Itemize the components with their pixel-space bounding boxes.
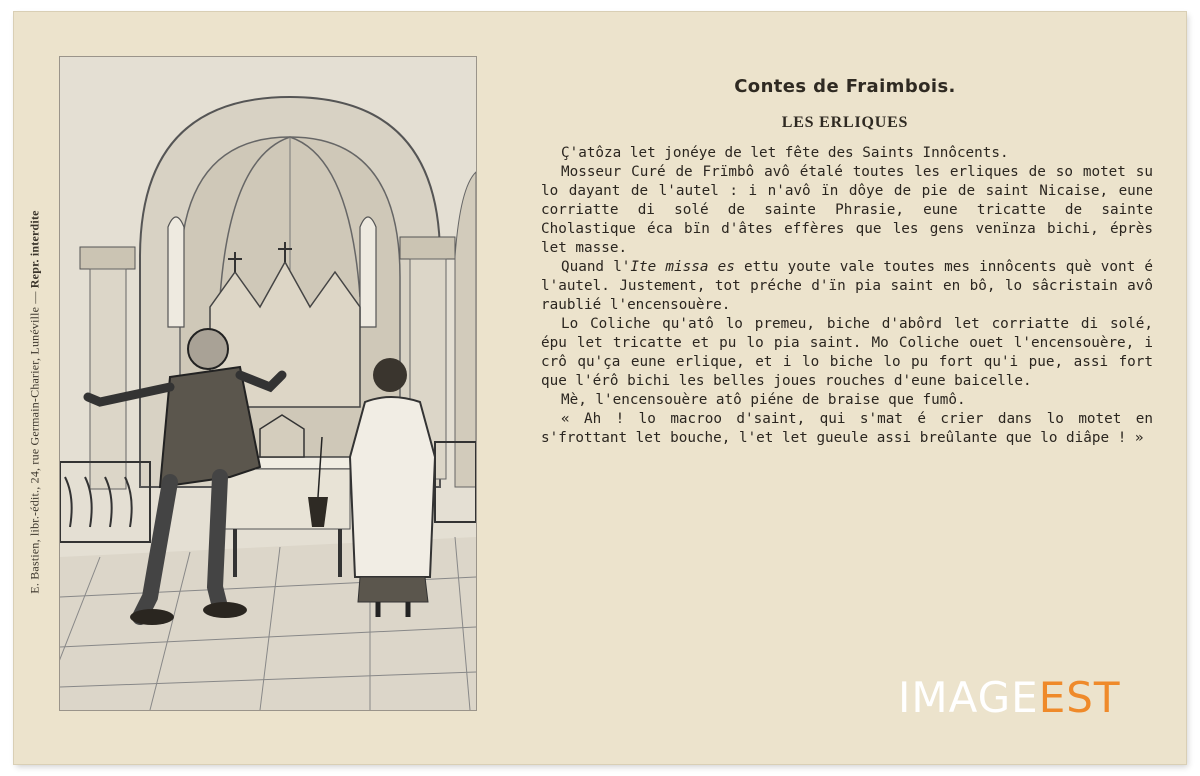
illustration-drawing <box>60 57 476 710</box>
story-collection-title: Contes de Fraimbois. <box>734 76 956 97</box>
story-paragraph-4: Lo Coliche qu'atô lo premeu, biche d'abôrd let corriatte di solé, épu let tricatte et pu lo pia saint. Mo Coliche ouet l'encensouère, i crô qu'ça eune erlique, et i lo biche lo pu fort qu'i pue, assi fort que l'érô bichi les belles joues rouches d'eune baicelle. <box>541 316 1153 389</box>
story-paragraph-1: Ç'atôza let jonéye de let fête des Saints Innôcents. <box>561 145 1009 161</box>
church-illustration <box>59 56 477 711</box>
story-paragraph-5: Mè, l'encensouère atô piéne de braise que fumô. <box>561 392 966 408</box>
story-text <box>541 144 1153 448</box>
watermark-est: EST <box>1038 673 1121 722</box>
watermark-image: IMAGE <box>898 673 1039 722</box>
story-title: LES ERLIQUES <box>781 114 909 131</box>
imprint-address: Bastien, libr.-édit., 24, rue Germain-Charier, Lunéville — <box>27 288 42 583</box>
p3-start: Quand l' <box>561 259 631 275</box>
imprint-notice: Repr. interdite <box>27 210 42 289</box>
latin-phrase: Ite missa es <box>630 259 735 275</box>
publisher-imprint <box>24 92 46 712</box>
imprint-initial: E. <box>27 582 42 594</box>
story-paragraph-6: « Ah ! lo macroo d'saint, qui s'mat é crier dans lo motet en s'frottant let bouche, l'et let gueule assi breûlante que lo diâpe ! » <box>541 411 1153 446</box>
p3-end: ettu youte vale toutes mes innôcents què vont é l'autel. Justement, tot préche d'ïn pia saint en bô, lo sâcristain avô raublié l'encensouère. <box>541 259 1153 313</box>
story-paragraph-3 <box>541 258 1153 315</box>
image-est-watermark <box>898 673 1121 722</box>
story-paragraph-2: Mosseur Curé de Frïmbô avô étalé toutes les erliques de so motet su lo dayant de l'autel : i n'avô ïn dôye de pie de saint Nicaise, eune corriatte di solé de sainte Phrasie, eune tricatte de sainte Cholastique éca bïn d'âtes effères que les gens venïnza bichi, éprès let masse. <box>541 164 1153 256</box>
